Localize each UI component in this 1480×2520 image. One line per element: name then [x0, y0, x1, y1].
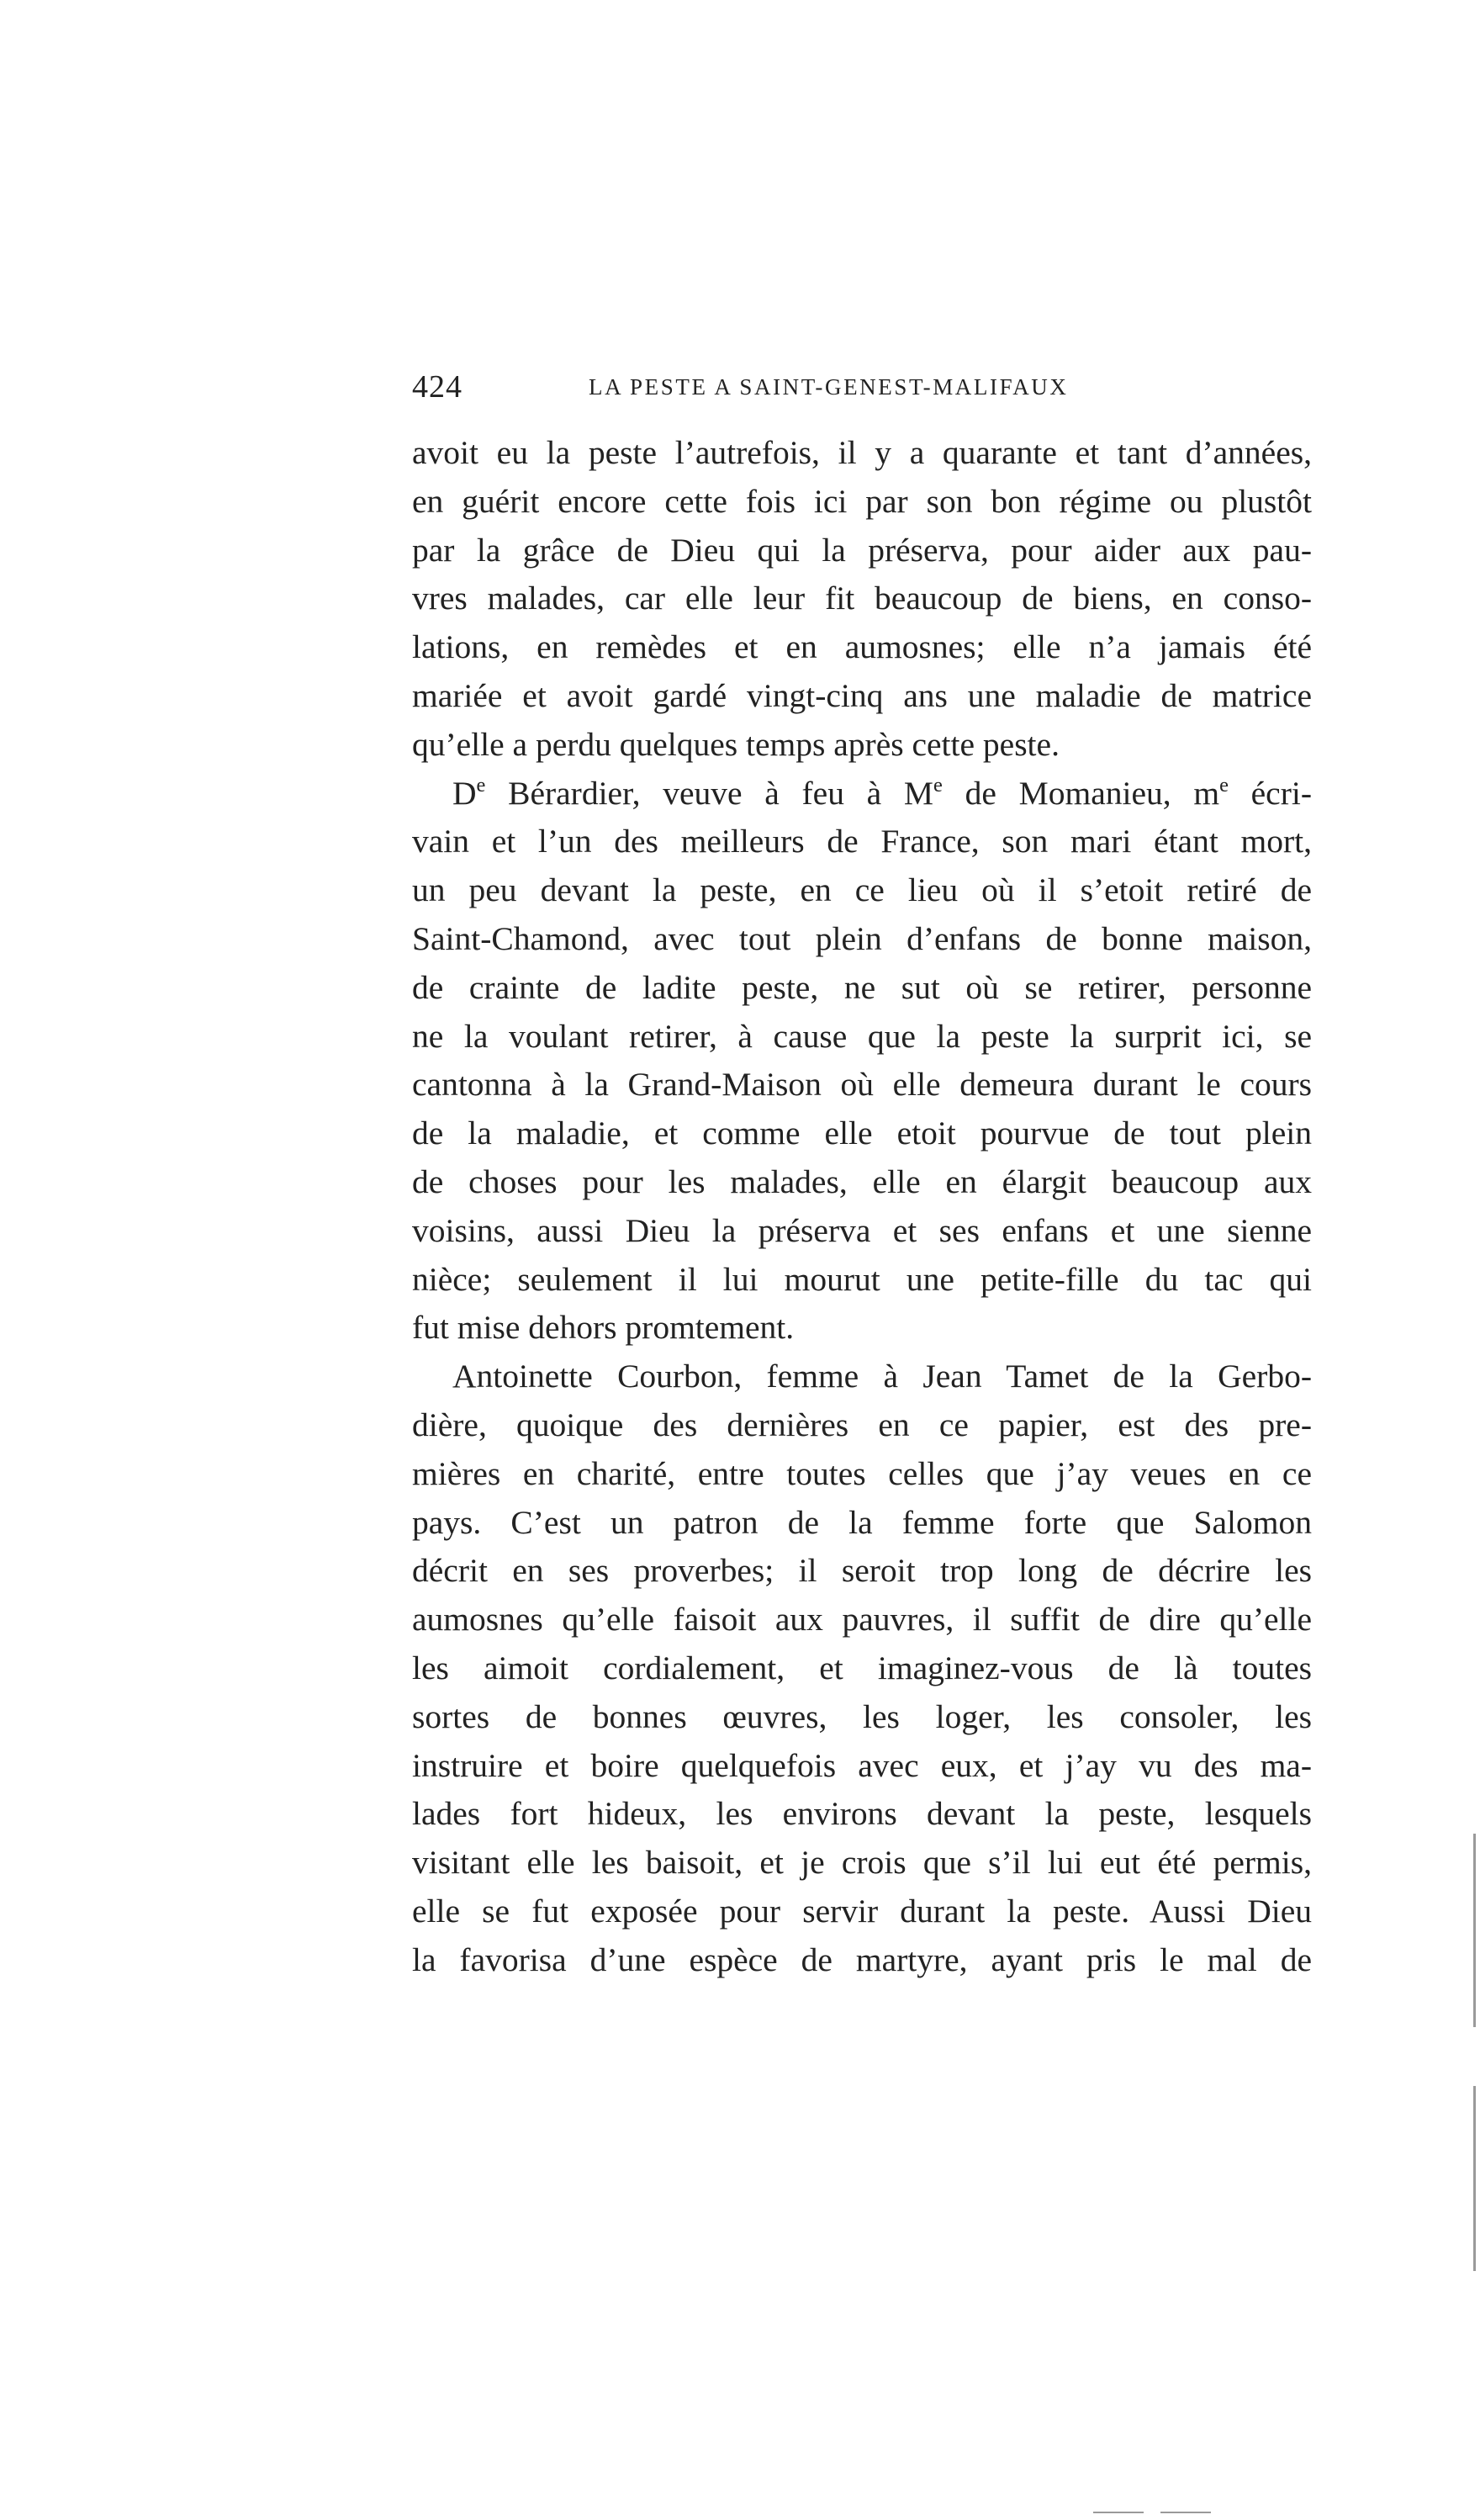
page-header	[412, 362, 1312, 412]
text-line: cantonna à la Grand-Maison où elle demeura durant le cours	[412, 1066, 1312, 1104]
text-line: vres malades, car elle leur fit beaucoup de biens, en conso-	[412, 580, 1312, 617]
text-line: elle se fut exposée pour servir durant la peste. Aussi Dieu	[412, 1892, 1312, 1930]
text-line: nièce; seulement il lui mourut une petite-fille du tac qui	[412, 1260, 1312, 1298]
text-line: visitant elle les baisoit, et je crois que s’il lui eut été permis,	[412, 1844, 1312, 1882]
text-line: aumosnes qu’elle faisoit aux pauvres, il suffit de dire qu’elle	[412, 1601, 1312, 1639]
scan-edge-mark	[1160, 2512, 1211, 2513]
text-line: un peu devant la peste, en ce lieu où il s’etoit retiré de	[412, 871, 1312, 909]
text-line: lades fort hideux, les environs devant la peste, lesquels	[412, 1795, 1312, 1833]
text-line: De Bérardier, veuve à feu à Me de Momanieu, $m^e$ écri-	[452, 773, 1312, 812]
text-line: les aimoit cordialement, et imaginez-vous de là toutes	[412, 1649, 1312, 1686]
text-line: mariée et avoit gardé vingt-cinq ans une maladie de matrice	[412, 676, 1312, 714]
scan-edge-mark	[1473, 1834, 1476, 2027]
text-line: décrit en ses proverbes; il seroit trop long de décrire les	[412, 1552, 1312, 1590]
text-line: pays. C’est un patron de la femme forte que Salomon	[412, 1503, 1312, 1541]
scan-edge-mark	[1473, 2086, 1476, 2271]
text-line: instruire et boire quelquefois avec eux, et j’ay vu des ma-	[412, 1746, 1312, 1784]
text-line: par la grâce de Dieu qui la préserva, pour aider aux pau-	[412, 531, 1312, 569]
text-line: sortes de bonnes œuvres, les loger, les consoler, les	[412, 1697, 1312, 1735]
text-line: lations, en remèdes et en aumosnes; elle n’a jamais été	[412, 628, 1312, 666]
text-line: vain et l’un des meilleurs de France, son mari étant mort,	[412, 823, 1312, 860]
scan-edge-mark	[1093, 2512, 1144, 2513]
body-text	[412, 429, 1312, 1985]
paragraph	[412, 1353, 1312, 1984]
text-line: mières en charité, entre toutes celles que j’ay veues en ce	[412, 1454, 1312, 1492]
paragraph	[412, 770, 1312, 1353]
text-line: de la maladie, et comme elle etoit pourvue de tout plein	[412, 1114, 1312, 1152]
text-line: voisins, aussi Dieu la préserva et ses enfans et une sienne	[412, 1211, 1312, 1249]
paragraph	[412, 429, 1312, 770]
text-line: en guérit encore cette fois ici par son bon régime ou plustôt	[412, 482, 1312, 520]
text-line: la favorisa d’une espèce de martyre, ayant pris le mal de	[412, 1940, 1312, 1978]
running-title: LA PESTE A SAINT-GENEST-MALIFAUX	[589, 374, 1069, 400]
text-line: ne la voulant retirer, à cause que la peste la surprit ici, se	[412, 1017, 1312, 1055]
text-line: Antoinette Courbon, femme à Jean Tamet de la Gerbo-	[452, 1358, 1312, 1395]
text-line: avoit eu la peste l’autrefois, il y a quarante et tant d’années,	[412, 434, 1312, 471]
page-number: 424	[412, 369, 462, 405]
text-line: de choses pour les malades, elle en élargit beaucoup aux	[412, 1162, 1312, 1200]
text-line: qu’elle a perdu quelques temps après cette peste.	[412, 725, 1060, 763]
text-line: fut mise dehors promtement.	[412, 1309, 795, 1347]
text-line: Saint-Chamond, avec tout plein d’enfans de bonne maison,	[412, 919, 1312, 957]
text-line: dière, quoique des dernières en ce papier, est des pre-	[412, 1406, 1312, 1443]
text-line: de crainte de ladite peste, ne sut où se retirer, personne	[412, 968, 1312, 1006]
